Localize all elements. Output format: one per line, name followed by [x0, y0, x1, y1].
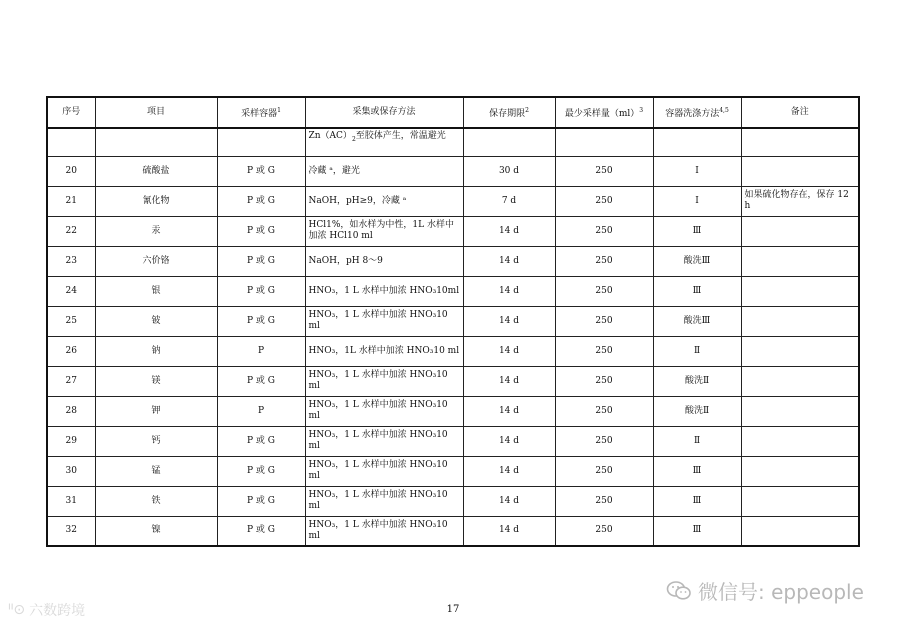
row-number: 20	[47, 156, 95, 186]
header-cell: 最少采样量（ml）$^3$	[555, 97, 653, 128]
table-row	[47, 426, 859, 456]
item-name: 六价铬	[95, 246, 217, 276]
min-volume: 250	[555, 246, 653, 276]
storage-method: HNO₃，1 L 水样中加浓 HNO₃10ml	[305, 276, 463, 306]
remark	[741, 216, 859, 246]
min-volume: 250	[555, 456, 653, 486]
storage-period: 14 d	[463, 426, 555, 456]
storage-period: 14 d	[463, 336, 555, 366]
storage-period: 14 d	[463, 366, 555, 396]
wechat-icon	[666, 580, 692, 602]
container-type: P 或 G	[217, 456, 305, 486]
item-name: 铍	[95, 306, 217, 336]
storage-method: HNO₃，1 L 水样中加浓 HNO₃10 ml	[305, 486, 463, 516]
min-volume: 250	[555, 276, 653, 306]
storage-period: 14 d	[463, 246, 555, 276]
remark	[741, 276, 859, 306]
min-volume: 250	[555, 396, 653, 426]
storage-period: 14 d	[463, 486, 555, 516]
container-type: P 或 G	[217, 276, 305, 306]
row-number: 25	[47, 306, 95, 336]
header-cell: 项目	[95, 97, 217, 128]
container-type: P 或 G	[217, 306, 305, 336]
row-number: 28	[47, 396, 95, 426]
row-number: 32	[47, 516, 95, 546]
watermark-right: 微信号: eppeople	[666, 576, 864, 605]
wash-method: Ⅲ	[653, 516, 741, 546]
continuation-row	[47, 128, 859, 156]
wash-method: Ⅲ	[653, 216, 741, 246]
item-name: 钾	[95, 396, 217, 426]
storage-method: HNO₃，1 L 水样中加浓 HNO₃10 ml	[305, 426, 463, 456]
header-row	[47, 97, 859, 128]
header-cell: 保存期限$^2$	[463, 97, 555, 128]
storage-method: HNO₃，1 L 水样中加浓 HNO₃10 ml	[305, 516, 463, 546]
row-number: 29	[47, 426, 95, 456]
wash-method: Ⅲ	[653, 486, 741, 516]
min-volume: 250	[555, 216, 653, 246]
remark	[741, 486, 859, 516]
row-number: 22	[47, 216, 95, 246]
storage-period: 14 d	[463, 456, 555, 486]
min-volume: 250	[555, 306, 653, 336]
storage-period: 14 d	[463, 516, 555, 546]
table-row	[47, 366, 859, 396]
min-volume: 250	[555, 426, 653, 456]
table-row	[47, 186, 859, 216]
item-name: 锰	[95, 456, 217, 486]
storage-method: NaOH，pH≥9，冷藏 ᵃ	[305, 186, 463, 216]
item-name: 汞	[95, 216, 217, 246]
table-row	[47, 486, 859, 516]
item-name: 银	[95, 276, 217, 306]
row-number: 26	[47, 336, 95, 366]
wash-method: Ⅱ	[653, 426, 741, 456]
header-cell: 序号	[47, 97, 95, 128]
min-volume: 250	[555, 486, 653, 516]
remark	[741, 366, 859, 396]
row-number: 21	[47, 186, 95, 216]
table-row	[47, 156, 859, 186]
container-type: P 或 G	[217, 516, 305, 546]
min-volume: 250	[555, 516, 653, 546]
table-row	[47, 336, 859, 366]
wash-method: 酸洗Ⅲ	[653, 246, 741, 276]
storage-period: 14 d	[463, 396, 555, 426]
item-name: 氰化物	[95, 186, 217, 216]
storage-method: HNO₃，1L 水样中加浓 HNO₃10 ml	[305, 336, 463, 366]
min-volume: 250	[555, 366, 653, 396]
storage-period: 14 d	[463, 306, 555, 336]
storage-method: 冷藏 ᵃ，避光	[305, 156, 463, 186]
table-row	[47, 396, 859, 426]
min-volume: 250	[555, 336, 653, 366]
container-type: P 或 G	[217, 186, 305, 216]
watermark-logo-icon: ᐦ⊙	[8, 602, 26, 618]
storage-period: 14 d	[463, 276, 555, 306]
storage-period: 14 d	[463, 216, 555, 246]
remark	[741, 246, 859, 276]
table-row	[47, 276, 859, 306]
page-number: 17	[446, 604, 460, 615]
header-cell: 容器洗涤方法$^{4,5}$	[653, 97, 741, 128]
item-name: 钠	[95, 336, 217, 366]
row-number: 24	[47, 276, 95, 306]
container-type: P 或 G	[217, 366, 305, 396]
container-type: P	[217, 396, 305, 426]
remark	[741, 336, 859, 366]
storage-period: 30 d	[463, 156, 555, 186]
min-volume: 250	[555, 156, 653, 186]
row-number: 31	[47, 486, 95, 516]
sampling-table	[46, 96, 860, 547]
item-name: 镁	[95, 366, 217, 396]
table-row	[47, 306, 859, 336]
container-type: P	[217, 336, 305, 366]
header-cell: 采集或保存方法	[305, 97, 463, 128]
storage-method: HNO₃，1 L 水样中加浓 HNO₃10 ml	[305, 396, 463, 426]
table-row	[47, 456, 859, 486]
wash-method: Ⅱ	[653, 336, 741, 366]
remark	[741, 306, 859, 336]
storage-method: HCl1%，如水样为中性，1L 水样中加浓 HCl10 ml	[305, 216, 463, 246]
header-cell: 备注	[741, 97, 859, 128]
header-cell: 采样容器$^1$	[217, 97, 305, 128]
remark	[741, 456, 859, 486]
storage-method: HNO₃，1 L 水样中加浓 HNO₃10 ml	[305, 306, 463, 336]
container-type: P 或 G	[217, 156, 305, 186]
wash-method: 酸洗Ⅲ	[653, 306, 741, 336]
row-number: 27	[47, 366, 95, 396]
container-type: P 或 G	[217, 246, 305, 276]
item-name: 镍	[95, 516, 217, 546]
remark	[741, 426, 859, 456]
wash-method: Ⅰ	[653, 156, 741, 186]
storage-method: HNO₃，1 L 水样中加浓 HNO₃10 ml	[305, 456, 463, 486]
wash-method: Ⅰ	[653, 186, 741, 216]
wash-method: Ⅲ	[653, 276, 741, 306]
min-volume: 250	[555, 186, 653, 216]
remark	[741, 516, 859, 546]
wash-method: Ⅲ	[653, 456, 741, 486]
wash-method: 酸洗Ⅱ	[653, 396, 741, 426]
item-name: 硫酸盐	[95, 156, 217, 186]
table-row	[47, 246, 859, 276]
row-number: 30	[47, 456, 95, 486]
table-row	[47, 516, 859, 546]
remark	[741, 396, 859, 426]
wash-method: 酸洗Ⅱ	[653, 366, 741, 396]
item-name: 铁	[95, 486, 217, 516]
watermark-left: ᐦ⊙ 六数跨境	[8, 602, 86, 619]
remark: 如果硫化物存在，保存 12 h	[741, 186, 859, 216]
item-name: 钙	[95, 426, 217, 456]
remark	[741, 156, 859, 186]
table-row	[47, 216, 859, 246]
storage-period: 7 d	[463, 186, 555, 216]
storage-method: HNO₃，1 L 水样中加浓 HNO₃10 ml	[305, 366, 463, 396]
container-type: P 或 G	[217, 486, 305, 516]
container-type: P 或 G	[217, 426, 305, 456]
continuation-method: $Zn(AC)_2$至胶体产生，常温避光	[305, 128, 463, 156]
container-type: P 或 G	[217, 216, 305, 246]
storage-method: NaOH，pH 8～9	[305, 246, 463, 276]
row-number: 23	[47, 246, 95, 276]
